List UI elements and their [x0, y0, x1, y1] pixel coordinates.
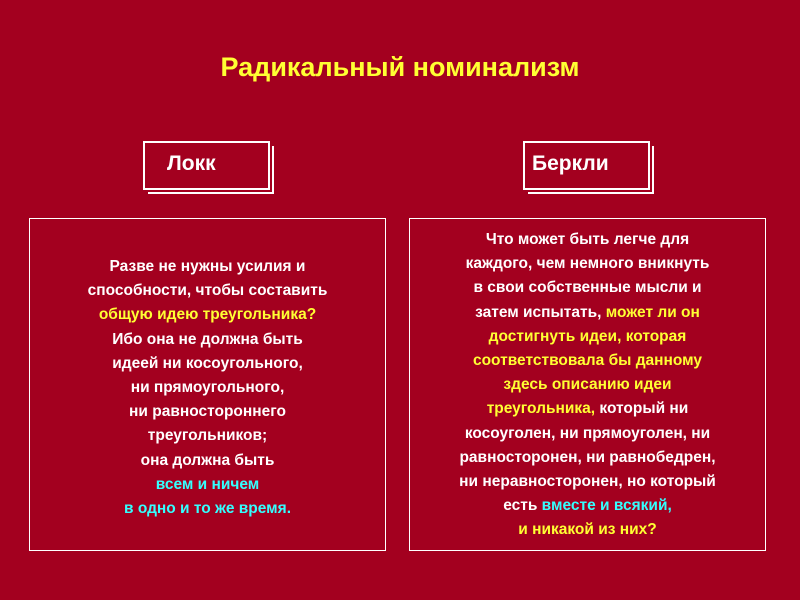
locke-quote-line — [29, 255, 386, 279]
berkeley-quote-line — [409, 397, 766, 421]
highlighted-text: в одно и то же время. — [123, 500, 291, 518]
quote-text: идеей ни косоугольного, — [112, 354, 303, 372]
locke-quote-line — [29, 497, 386, 521]
quote-text: в свои собственные мысли и — [473, 279, 702, 297]
highlighted-text: соответствовала бы данному — [472, 352, 703, 370]
berkeley-quote-line — [409, 470, 766, 494]
quote-text: треугольников; — [147, 427, 268, 445]
berkeley-quote-line — [409, 252, 766, 276]
page-title: Радикальный номинализм — [220, 52, 580, 82]
locke-quote — [29, 255, 386, 521]
berkeley-quote-line — [409, 276, 766, 300]
highlighted-text: всем и ничем — [155, 475, 260, 493]
quote-text: Что может быть легче для — [485, 231, 690, 248]
quote-text: который ни — [595, 400, 689, 418]
locke-quote-line — [29, 376, 386, 400]
locke-quote-line — [29, 303, 386, 327]
berkeley-quote-line — [409, 373, 766, 397]
quote-text: Разве не нужны усилия и — [109, 258, 306, 275]
locke-quote-line — [29, 424, 386, 448]
berkeley-quote-line — [409, 228, 766, 252]
quote-text: равносторонен, ни равнобедрен, — [459, 448, 716, 466]
quote-text: способности, чтобы составить — [87, 282, 328, 300]
berkeley-quote-line — [409, 325, 766, 349]
berkeley-quote-line — [409, 301, 766, 325]
locke-heading: Локк — [167, 152, 216, 175]
highlighted-text: треугольника, — [486, 400, 596, 418]
berkeley-quote-line — [409, 518, 766, 542]
highlighted-text: может ли он — [605, 303, 700, 321]
quote-text: Ибо она не должна быть — [112, 330, 303, 348]
highlighted-text: и никакой из них? — [518, 521, 657, 539]
quote-text: ни равностороннего — [129, 403, 286, 421]
quote-text: ни неравносторонен, но который — [459, 473, 716, 491]
berkeley-quote — [409, 228, 766, 543]
quote-text: каждого, чем немного вникнуть — [465, 255, 710, 273]
berkeley-quote-line — [409, 494, 766, 518]
highlighted-text: здесь описанию идеи — [503, 376, 672, 394]
berkeley-quote-line — [409, 349, 766, 373]
highlighted-text: вместе и всякий, — [541, 497, 672, 515]
locke-quote-line — [29, 449, 386, 473]
locke-quote-line — [29, 352, 386, 376]
locke-quote-line — [29, 473, 386, 497]
highlighted-text: общую идею треугольника? — [98, 306, 317, 324]
quote-text: есть — [503, 497, 542, 515]
berkeley-heading: Беркли — [532, 152, 609, 175]
berkeley-quote-line — [409, 422, 766, 446]
quote-text: затем испытать, — [475, 303, 606, 321]
highlighted-text: достигнуть идеи, которая — [488, 327, 687, 345]
locke-quote-line — [29, 279, 386, 303]
berkeley-quote-line — [409, 446, 766, 470]
locke-quote-line — [29, 400, 386, 424]
quote-text: она должна быть — [140, 451, 275, 469]
locke-quote-line — [29, 328, 386, 352]
quote-text: косоуголен, ни прямоуголен, ни — [464, 424, 711, 442]
quote-text: ни прямоугольного, — [130, 379, 285, 397]
